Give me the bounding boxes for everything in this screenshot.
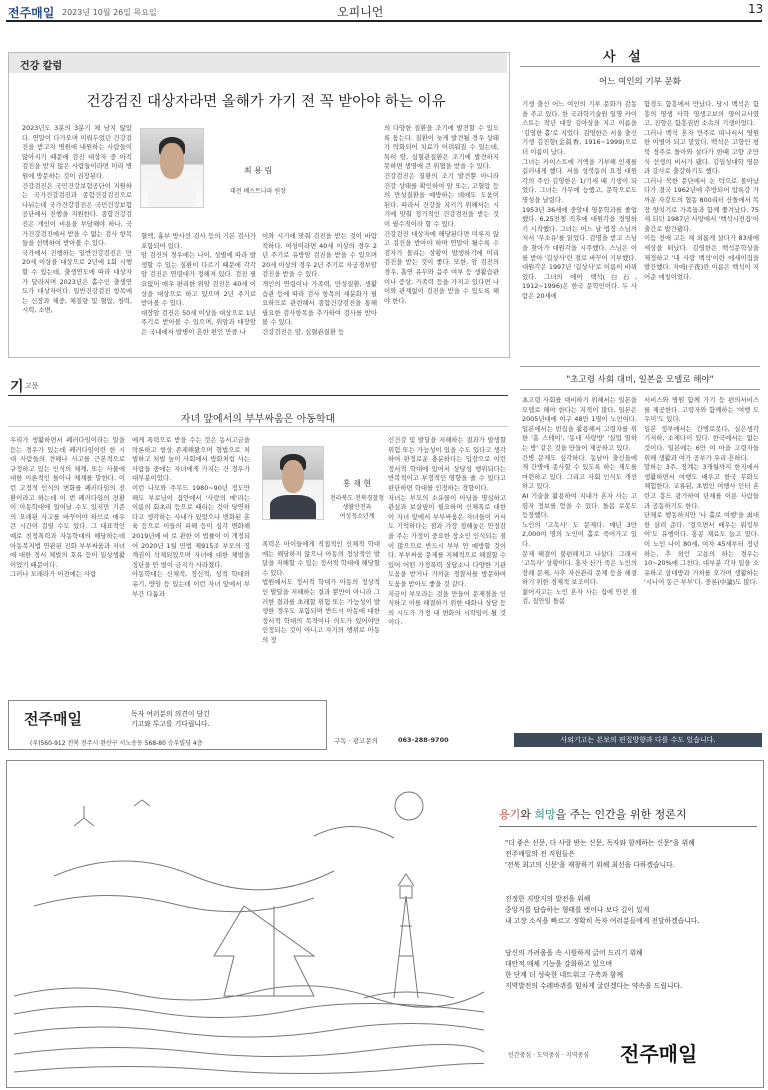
- editorial2-headline: "초고령 사회 대비, 일본을 모델로 해야": [566, 375, 714, 385]
- contribution-author-affiliation: 전라북도 전북경찰청 생활안전과 여성청소년계: [329, 495, 385, 520]
- editorial2-col2-text: 서비스와 병원 함께 가기 등 편의서비스를 제공한다. 고령자와 함께하는 '여행 도우미'도 있다. 일본 정부에서는 간병로봇다, 실은생각 기저하, 소제다이 있다. 한국에서는 없는 것이다. 일본에는 6만 여 마을 고령자들 위해 생활과 여가 공부가 우리 흔하다. 말하는 3주, 정계는 3개월까지 한지에서 생활하면서 여행도 배우고 한국 무화도 체험한다. 교류된, 초법인 여행사 인터 혼란고 흥드 광가하여 단체를 이룬 사람들과 공동하기도 한다. 단체로 행동하지만 '나 홀로 여행'을 최대한 살려 준다. '걸으면서 배우는 워킹투어'도 유행이다. 홍콩 재료도 늘고 있다. 이 노인 나이 80세, 여자 45세부터 정년 하는, 추 외인 고용의 하는 경우는 10~20%에 그친다. 대부분 각자 일을 소유하고 상대방과 거처를 오가며 생활하는 '시니어 동근 부부'다. 중론(中論)도 많다.: [644, 396, 759, 587]
- header-rule: [6, 20, 762, 22]
- author-photo: [140, 128, 204, 208]
- contribution-kicker-big: 기: [10, 379, 24, 395]
- contribution-kicker-small: 고문: [25, 382, 39, 390]
- health-author-affiliation: 대전 베스트나파 원장: [230, 188, 286, 195]
- health-col2-text: 혈액, 흉부 방사선 검사 등의 기본 검사가 포함되어 있다. 암 검진의 경우에는 나이, 성별에 따라 발생할 수 있는 질환이 다르기 때문에 각각 암 검진은 연령대가 정해져 있다. 검진 필요없이 매우 편리한 위암 검진은 40세 이상을 대상으로 하고 있으며 2년 주기로 받아볼 수 있다. 대장암 검진은 50세 이상을 대상으로 1년 주기로 받아볼 수 있으며, 위암과 대장암은 국내에서 발병이 흔한 편인 만큼 나: [141, 232, 256, 336]
- contribution-col1-text: 우리가 생활하면서 폐러다임이라는 말을 듣는 경우가 있는데 폐러다임이란 한 시대 사람들의 견해나 사고를 근본적으로 규정하고 있는 인식의 체계, 또는 사물에 대한 이론적인 틀이나 체계를 말한다. 이런 고정적 인식의 변화를 폐러다임의 전환이라고 하는데 이 번 폐러다임의 전환이 아동학대에 일어날 수도 있지만 기존의 오래된 사고를 바꾸어야 하므로 매우 큰 시간이 걸릴 수도 있다. 그 대표적인 예로 친정폭력과 자동학대의 해당하는데 아동복지법 연관된 진화 부부싸움과 자녀에 대한 정서 체벌의 호유 등이 일상생활이었기 때문이다. 그러나 모래라가 이전에는 사람: [10, 436, 125, 579]
- promo-tagline: 인간중심 · 도덕중심 · 지역중심: [508, 1052, 589, 1059]
- masthead-date: 2023년 10월 26일 목요일: [62, 8, 157, 17]
- editorial1-headline: 어느 여인의 기부 문화: [598, 77, 681, 87]
- promo-slogan: [499, 806, 687, 822]
- page-number: 13: [748, 2, 764, 16]
- lighthouse-illustration: [14, 766, 484, 1082]
- editorial-title: 사 설: [603, 50, 645, 65]
- subscription-label: 구독 · 광고문의: [334, 737, 378, 745]
- editorial-disclaimer: 사외기고는 본보의 편집방향과 다를 수도 있습니다.: [514, 733, 762, 747]
- contribution-author-name: 홍 재 현: [342, 479, 372, 488]
- health-column-kicker: 건강 칼럼: [20, 61, 63, 72]
- ad-paper-logo: 전주매일: [24, 710, 82, 728]
- ad-text-line2: 기고와 투고를 기다립니다.: [131, 720, 210, 728]
- promo-paragraph-3: 당신의 가려움을 속 시원하게 긁어 드리기 위해 대안적 매체 기능을 강화하고 있으며 한 단계 더 성숙한 네트워크 구축과 함께 지역발전의 수레바퀴를 힘차게 굴린겠다는 약속을 드립니다.: [505, 949, 683, 990]
- masthead-paper-name: 전주매일: [8, 6, 55, 20]
- promo-paragraph-2: 진정한 지방지의 발전을 위해 중앙지를 답습하는 형태를 벗어나 보다 깊이 있게 내 고장 소식을 빠르고 정확히 독자 여러분들에게 전달하겠습니다.: [505, 895, 700, 925]
- editorial2-col1-text: 초고령 사회를 대비하기 위해서는 일본을 모델로 해야 한다는 지적이 많다. 일본은 2005년대에 이구 48만 1명이 노인이다. 일본에서는 빈집을 활용해서 고령자를 위한 '홈 스테이', '동네 사랑방' '실업 일하는 방' 같은 것을 만들어 제공하고 있다. 간병 문제도 심각하다. 동남아 출신들에게 간병에 종사할 수 있도록 하는 제도를 마련하고 있다. 그리고 사회 인식도 개선하고 있다. AI 기술을 활용하여 지내가 혼자 사는 고령자 정보를 얻을 수 있다. 돌봄 로봇도 등장했다. 노인의 '고독사' 도 문제다. 매년 3만 2,000여 명의 노인이 홀로 죽어가고 있다. 문제 해결이 불편해지고 나살다. 그래서 '고독사' 상황이다. 홍자 산가 죽은 노인의 장례 문제, 사후 자산관리 문제 등을 해결하기 위한 경제적 보조이다. 젊어지고는 노인 혼자 사는 집에 안전 점검, 집안일 돌봄: [522, 396, 637, 606]
- ad-address: (우)560-912 전북 전주시 완산구 서노송동 568-80 승우빌딩 4층: [30, 740, 203, 747]
- slogan-word-hope: 희망: [534, 808, 556, 821]
- contribution-author-photo: [262, 446, 324, 520]
- editorial2-rule-top: [520, 366, 760, 367]
- slogan-connector-1: 와: [520, 808, 535, 821]
- contribution-col3-text: 폭력은 아이들에게 직접적인 신체적 학대에는 해당하지 않으나 아동의 정상적인 발달을 저해할 수 있는 정서적 학대에 해당할 수 있다. 법원에서도 정서적 학대가 아동의 정상적인 발달을 저해하는 결과 뿐만이 아니라 그러한 결과를 초래할 위험 또는 가능성이 발생한 경우도 포함되며 반드시 아동에 대한 정서적 학대의 목적이나 의도가 있어야만 인정되는 것이 아니고 자기의 행위로 아동의 정: [262, 540, 380, 644]
- contribution-col2-text: 에게 폭력으로 받을 수는 것은 동서고금을 막론하고 항상 존재해왔으며 형법으로 처벌하고 처벌 높이 사회에서 방화처럼 사는 사람들 중에는 자녀에게 가지는 건 경우가 대부분이었다. 이런 나모와 주무드 1980~90년 정도만 해도 부로님이 집안에서 '사랑의 매'라는 이름의 회초리 등으로 때리는 것이 당연하다고 생각하는 사내가 있었으나 변화된 훈육 등으로 이들의 피해 등이 심각 변화해 2019년에 비 로 관한 이 법률이 이 개정되어 2020년 1월 민법 제915조 부모의 징계권이 삭제되었으며 자녀에 대한 체벌을 징단을 안 벌이 금지가 사라졌다. 아동학대는 신체적, 정신적, 성적 학대와 유기, 방임 등 있는데 이런 자녀 앞에서 부부간 다툼과: [132, 436, 250, 598]
- health-column-band: [9, 53, 507, 73]
- health-author-name: 최 용 림: [243, 166, 273, 175]
- ad-text-line1: 독자 여러분의 의견이 담긴: [131, 710, 210, 718]
- editorial-rule: [520, 66, 760, 67]
- editorial1-col1-text: 기생 출신 어느 여인의 기부 문화가 감동을 주고 있다. 한 국과학기술원 일명 카이스트는 작년 대장 김아상을 지고 이름을 '김영한 홀'로 지었다. 김영한은 서울 출신 기생 김진향(金眞香, 1916~1999)으로 더 이름이 났다. 그녀는 카이스트에 거액을 기부해 인재를 길러내게 했다. 서울 성북동의 요정 대원각의 주인 김영한은 1/기세 때 기생이 되었다. 그녀는 가무에 능했고, 문학으로도 명성을 날렸다. 1953년 36세에 중앙대 영문학과를 졸업했다. 6,25전쟁 직후에 대원각을 경영하기 시작했다. 그녀는 어느 날 법정 스님의 저서 '무소유'를 읽었다. 감명을 받고 스님을 찾아가 대원각을 시주했다. 스님은 이를 받아 '길상사'란 절로 바꾸어 기부했다. 대원각은 1997년 '길상사'로 이름이 바뀌었다. 그녀의 에어 백석(白石, 1912~1996)은 한국 문학인이다. 두 사람은 20세에: [522, 100, 637, 300]
- health-col1-text: 2023년도 3분의 3분기 체 남지 않았다. 연말이 다가오며 미뤄두었던 건강검진을 받고자 병원에 내원하는 사람들이 많아지기 때문에 검진 대상자 중 아직 검진을 받지 않은 사람들이라면 미리 병원에 방문하는 것이 권장된다. 건강검진은 국민건강보험공단이 지원하는 국가건강검진과 종합건강검진으로 나뉘는데 국가건강검진은 국민건강보험공단에서 진행을 지원한다. 종합건강검진은 개인이 비용을 부담해야 하나, 국가건강검진에서 받을 수 없는 검사 항목들을 선택하여 받아볼 수 있다. 국가에서 진행하는 일반건강검진은 만 20세 이상을 대상으로 2년에 1회 시행할 수 있는데, 출생연도에 따라 대상자가 달라지며 2023년은 홀수인 출생연도가 대상자이다. 일반건강검진 항목에는 신장과 체중, 체질량 및 혈압, 청력, 시력, 소변,: [22, 124, 132, 315]
- promo-paper-logo: 전주매일: [620, 1042, 698, 1066]
- section-title: 오피니언: [337, 5, 384, 19]
- contribution-title: 자녀 앞에서의 부부싸움은 아동학대: [180, 414, 336, 425]
- editorial2-rule-bottom: [520, 389, 760, 390]
- health-column-title: 건강검진 대상자라면 올해가 가기 전 꼭 받아야 하는 이유: [86, 94, 446, 110]
- health-col3-text: 이와 시기에 맞춰 검진을 받는 것이 바람직하다. 여성이라면 40세 이상의 경우 2년 주기로 유방암 검진을 받을 수 있으며 20세 이상의 경우 2년 주기로 자궁경부암 검진을 받을 수 있다. 개인의 연령이나 가족력, 만성질환, 생활습관 등에 따라 검사 항목의 세분화가 필요하므로 관련해서 종합건강검진을 통해 필요한 검사항목을 추가하여 검사를 받아볼 수 있다. 건강검진은 암, 심혈관질환 등: [262, 232, 377, 336]
- slogan-word-courage: 용기: [499, 808, 521, 821]
- contribution-col4-text: 신건강 및 발달을 저해하는 결과가 발생할 위험 또는 가능성이 있을 수도 있다고 생각하여 판정로운 충분하다는 입장으로 이런 정서적 학대에 있어서 상당성 행위되다는 반복적이고 부정적인 영향을 줄 수 있다고 판단하면 학대를 인정하는 경향이다. 자녀는 부모의 소유물이 아님을 명심하고 관심과 보살핌이 필요하며 신체폭로 대한이 자녀 앞에서 부부싸움은 자녀들이 커서도 기억하다는 점과 가장 정해놓은 안정감을 주는 가정이 중요한 장소인 인식되는 점이 많으므로 반드시 부부 안 예방할 것이다. 부부싸움 문제를 지혜적으로 해결할 수 있어 어떤 가정폭력 상담소나 다양한 기관 도움을 받거나 가까운 경찰서를 방문하여 도움을 받아도 좋을 것 같다. 지금이 부모라는 것을 만들어 문제점을 인식하고 이를 해결하기 위한 대화나 상담 등의 시도가 가정 내 변화의 시작임이 될 것이다.: [388, 436, 506, 627]
- slogan-rest: 을 주는 인간을 위한 정론지: [555, 808, 687, 821]
- promo-paragraph-1: "더 좋은 신문, 더 사랑 받는 신문, 독자와 함께하는 신문"을 위해 전주매일의 전 직원들은 '전북 최고의 신문'을 재창하기 위해 최선을 다하겠습니다.: [505, 839, 695, 869]
- promo-slogan-rule: [499, 826, 757, 827]
- contribution-title-rule: [8, 426, 508, 427]
- editorial1-col2-text: 함경도 함흥에서 만났다. 당시 백석은 함흥의 영생 사학 영생고보의 영어교사였고, 진향은 함흥권번 소속의 기생이었다. 그러나 백석 혼자 만주로 떠나서서 영원한 이별이 되고 말았다. 백석은 고향인 평북 정주로 돌아와 살다가 한때 고향 조만식 선생의 비서가 됐다. 김일성대학 영문과 강사로 출강하기도 했다. 그러나 북한 문단에서 논 탁으로 몰아났다가 결국 1962년에 추방되어 압록강 가까운 자강도의 협동 800리터 산돌에서 목장 양치기로 가족들과 함께 쫓겨났다. 75세 되던 1987년 사망에서 '백석시전집'이 출간로 발간됐다. 이듬 전에 고든 채 외롭게 살다가 83세에 세상을 떠났다. 김영한은 백석문학상을 제정하고 '내 사랑 백석'이란 에세이집을 발간했다. 자에(子夜)란 이름은 백석이 지어준 애칭이었다.: [644, 100, 759, 281]
- health-col4-text: 의 다양한 질환을 조기에 발견할 수 있도록 돕는다. 질환이 늦게 발견될 경우 상태가 악화되어 치료가 어려워질 수 있는데, 특히 암, 심혈관질환은 조기에 발견하지 못하면 생명에 큰 위협을 받을 수 있다. 건강검진은 질환의 조기 발견뿐 아니라 건강 상태를 확인하여 암 또는, 고혈압 등의 만성질환을 예방하는 데에도 도움이 된다. 따라서 건강을 지키기 위해서는 시기에 맞춰 정기적인 건강검진을 받는 것이 필수적이라 할 수 있다. 건강검진 대상자에 해당된다면 미루지 않고 검진을 받아야 하며 연말이 될수록 수검자가 몰리는 상황이 발생하기에 미리 검진을 받는 것이 좋다. 또한, 암 검진의 경우, 흡연 유무와 음주 여부 등 생활습관이나 증상, 가족력 등을 가지고 있다면 나이와 관계없이 검진을 받을 수 있도록 해야 한다.: [384, 124, 499, 305]
- contribution-rule: [8, 395, 508, 396]
- subscription-phone: 063-288-9700: [398, 736, 449, 744]
